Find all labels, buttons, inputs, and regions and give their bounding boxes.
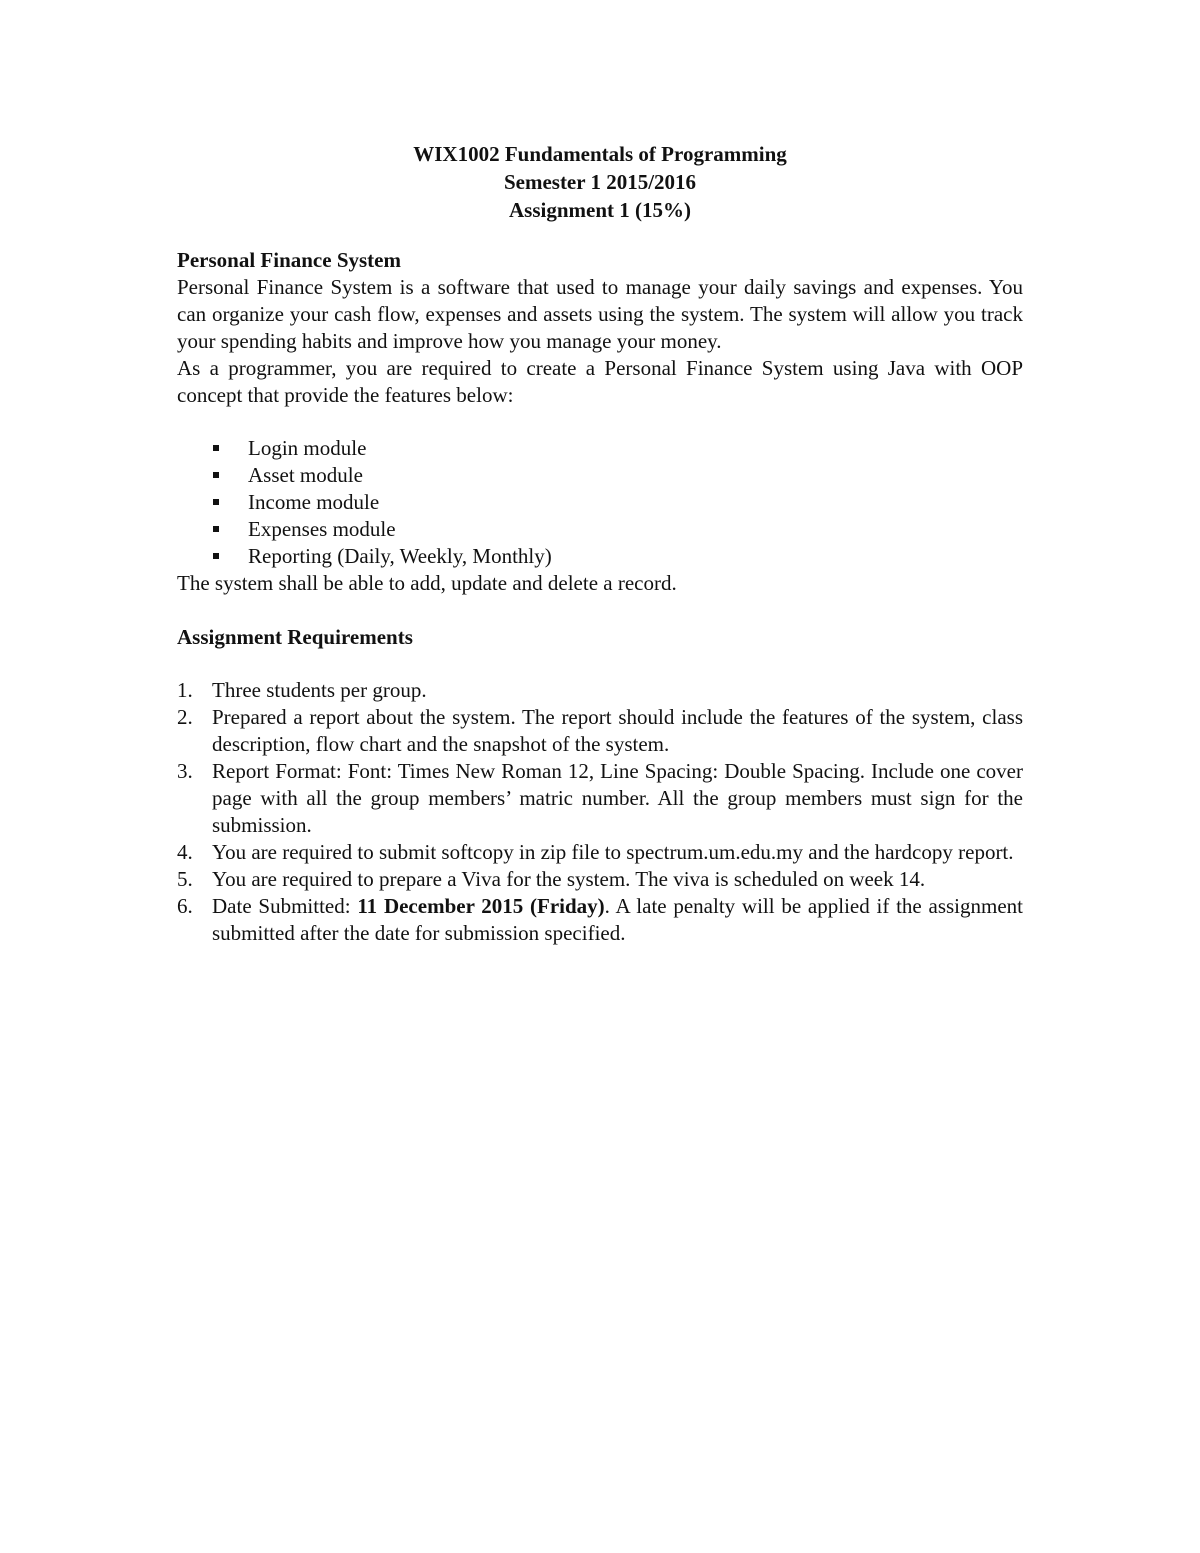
feature-label: Asset module	[248, 463, 363, 487]
semester-title: Semester 1 2015/2016	[503, 170, 697, 194]
bullet-icon	[213, 445, 219, 451]
bullet-icon	[213, 499, 219, 505]
requirements-list	[177, 677, 1023, 947]
list-item	[177, 543, 1023, 570]
item-text: Report Format: Font: Times New Roman 12, Line Spacing: Double Spacing. Include one cover page with all the group members’ matric number. All the group members must sign for the submission.	[212, 759, 1023, 837]
list-item	[177, 462, 1023, 489]
item-number: 5.	[177, 867, 193, 891]
item-number: 6.	[177, 894, 193, 918]
features-list	[177, 435, 1023, 570]
course-title: WIX1002 Fundamentals of Programming	[413, 142, 787, 166]
list-item	[177, 677, 1023, 704]
list-item	[177, 893, 1023, 947]
item-text-prefix: Date Submitted:	[212, 894, 358, 918]
list-item	[177, 435, 1023, 462]
item-text: You are required to submit softcopy in zip file to spectrum.um.edu.my and the hardcopy report.	[212, 840, 1014, 864]
feature-label: Expenses module	[248, 517, 396, 541]
bullet-icon	[213, 472, 219, 478]
list-item	[177, 516, 1023, 543]
assignment-title: Assignment 1 (15%)	[509, 198, 691, 222]
item-number: 2.	[177, 705, 193, 729]
list-item	[177, 704, 1023, 758]
list-item	[177, 839, 1023, 866]
submission-date: 11 December 2015 (Friday)	[357, 894, 605, 918]
list-item	[177, 758, 1023, 839]
item-text: You are required to prepare a Viva for the system. The viva is scheduled on week 14.	[212, 867, 926, 891]
feature-label: Income module	[248, 490, 380, 514]
item-number: 1.	[177, 678, 193, 702]
item-text-suffix: . A late penalty will be applied if the assignment submitted after the date for submission specified.	[212, 894, 1023, 945]
item-number: 3.	[177, 759, 193, 783]
item-text: Three students per group.	[212, 678, 427, 702]
list-item	[177, 489, 1023, 516]
feature-label: Login module	[248, 436, 367, 460]
intro-paragraph: Personal Finance System is a software that used to manage your daily savings and expenses. You can organize your cash flow, expenses and assets using the system. The system will allow you track your spending habits and improve how you manage your money.	[177, 275, 1023, 353]
feature-label: Reporting (Daily, Weekly, Monthly)	[248, 544, 552, 568]
bullet-icon	[213, 526, 219, 532]
item-number: 4.	[177, 840, 193, 864]
list-item	[177, 866, 1023, 893]
item-text: Prepared a report about the system. The report should include the features of the system, class description, flow chart and the snapshot of the system.	[212, 705, 1023, 756]
document-page	[177, 140, 1023, 947]
title-block	[177, 140, 1023, 224]
section-heading-personal-finance: Personal Finance System	[177, 248, 401, 272]
bullet-icon	[213, 553, 219, 559]
programmer-paragraph: As a programmer, you are required to create a Personal Finance System using Java with OOP concept that provide the features below:	[177, 356, 1023, 407]
crud-paragraph: The system shall be able to add, update and delete a record.	[177, 571, 677, 595]
section-heading-requirements: Assignment Requirements	[177, 625, 413, 649]
